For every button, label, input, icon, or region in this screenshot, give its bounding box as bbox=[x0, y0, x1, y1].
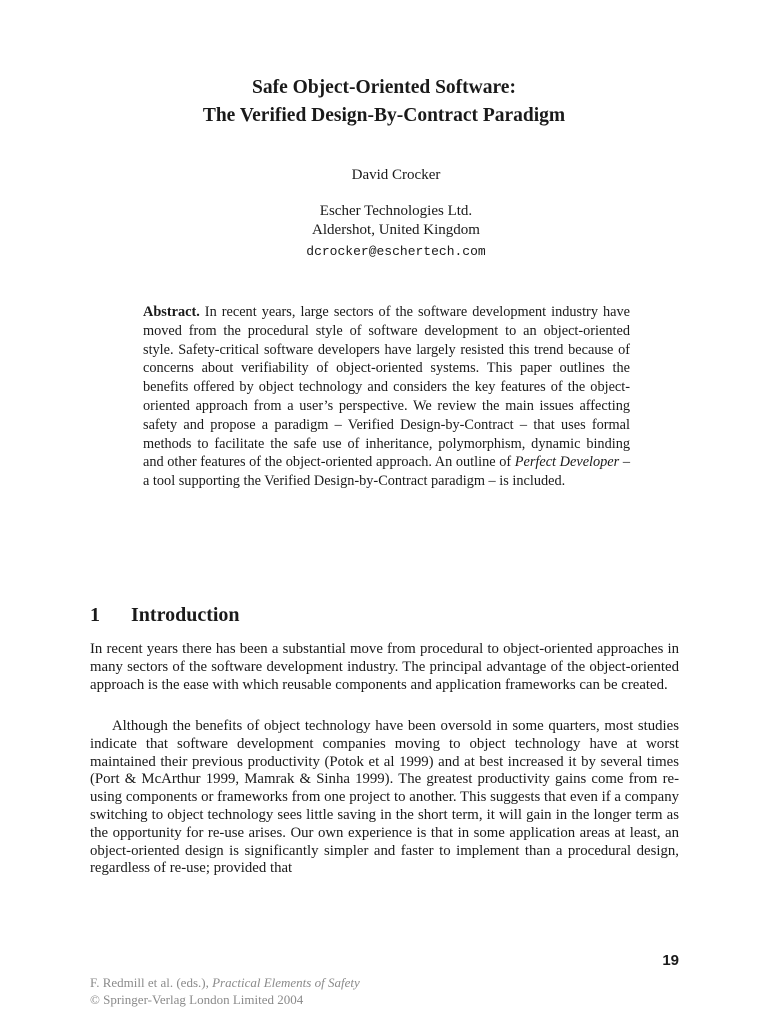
author-name: David Crocker bbox=[351, 167, 441, 183]
footer-copyright: © Springer-Verlag London Limited 2004 bbox=[90, 992, 304, 1007]
footer-citation bbox=[90, 974, 360, 991]
tool-name-1: Perfect bbox=[514, 454, 557, 471]
paper-title-line-1: Safe Object-Oriented Software: bbox=[252, 77, 516, 98]
footer-book-title: Practical Elements of Safety bbox=[212, 975, 360, 990]
tool-name-2: Developer bbox=[559, 454, 620, 471]
abstract-text-2: – a tool supporting the Verified Design-by-Contract paradigm – is included. bbox=[143, 454, 630, 490]
page-number: 19 bbox=[662, 952, 679, 969]
section-number: 1 bbox=[90, 604, 100, 626]
abstract-label: Abstract. bbox=[143, 304, 200, 320]
abstract-text-1: In recent years, large sectors of the software development industry have moved from the procedural style of software development to an object-oriented style. Safety-critical software developers have largely resisted this trend because of concerns about verifiability of object-oriented systems. This paper outlines the benefits offered by object technology and considers the key features of the object-oriented approach from a user’s perspective. We review the main issues affecting safety and propose a paradigm – Verified Design-by-Contract – that uses formal methods to facilitate the safe use of inheritance, polymorphism, dynamic binding and other features of the object-oriented approach. An outline of bbox=[143, 304, 630, 471]
paper-title-line-2: The Verified Design-By-Contract Paradigm bbox=[202, 105, 566, 126]
affiliation-line-2: Aldershot, United Kingdom bbox=[312, 222, 480, 238]
section-heading bbox=[90, 602, 240, 628]
abstract bbox=[143, 303, 630, 491]
body-paragraph-1: In recent years there has been a substantial move from procedural to object-oriented approaches in many sectors of the software development industry. The principal advantage of the object-oriented approach is the ease with which reusable components and application frameworks can be created. bbox=[90, 641, 679, 693]
affiliation-line-1: Escher Technologies Ltd. bbox=[319, 203, 473, 219]
body-paragraph-2: Although the benefits of object technology have been oversold in some quarters, most studies indicate that software development companies moving to object technology have at worst maintained their previous productivity (Potok et al 1999) and at best increased it by several times (Port & McArthur 1999, Mamrak & Sinha 1999). The greatest productivity gains come from re-using components or frameworks from one project to another. This suggests that even if a company switching to object technology sees little saving in the short term, it will gain in the longer term as the opportunity for re-use arises. Our own experience is that in some application areas at least, an object-oriented design is significantly simpler and faster to implement than a procedural design, regardless of re-use; provided that bbox=[90, 718, 679, 877]
section-title: Introduction bbox=[131, 604, 240, 626]
author-email: dcrocker@eschertech.com bbox=[306, 244, 486, 259]
footer-citation-prefix: F. Redmill et al. (eds.), bbox=[90, 975, 213, 990]
